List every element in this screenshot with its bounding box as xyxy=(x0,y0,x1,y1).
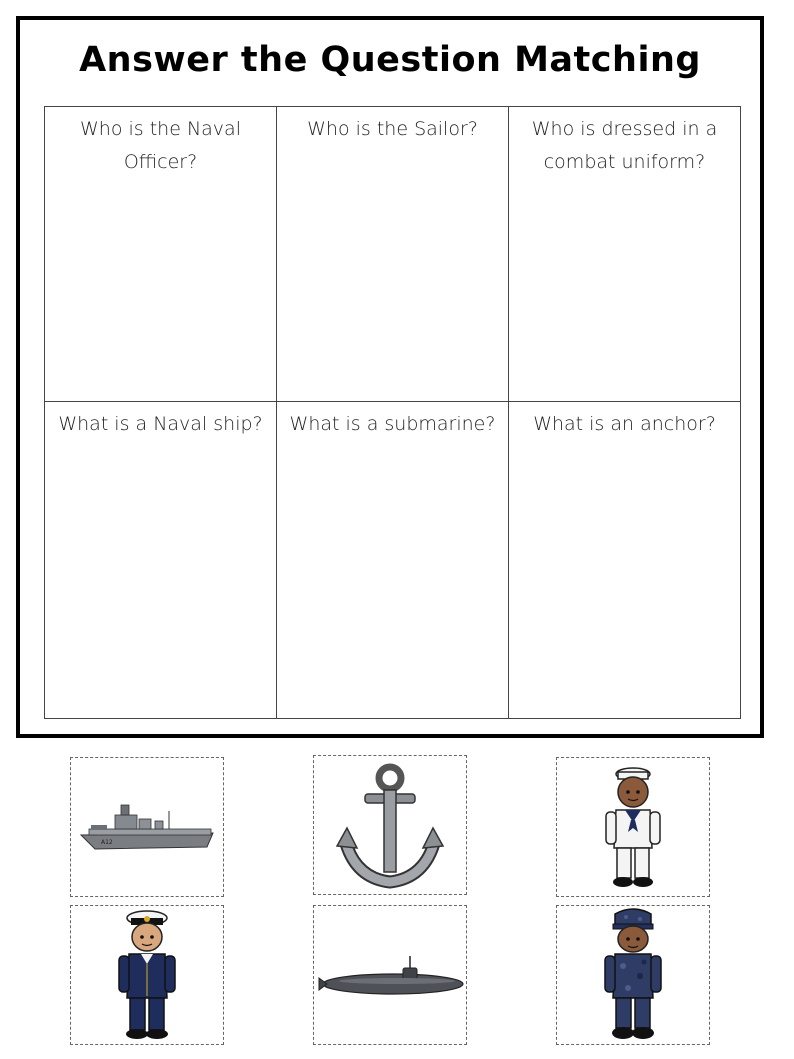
cutout-card-naval-officer xyxy=(70,905,224,1045)
question-cell-naval-ship: What is a Naval ship? xyxy=(45,402,277,718)
question-cell-sailor: Who is the Sailor? xyxy=(277,107,509,402)
cutout-card-naval-ship xyxy=(70,757,224,897)
question-grid xyxy=(44,106,741,719)
question-cell-submarine: What is a submarine? xyxy=(277,402,509,718)
question-cell-naval-officer: Who is the Naval Officer? xyxy=(45,107,277,402)
combat-uniform-picture xyxy=(598,906,668,1044)
cutout-card-combat-uniform xyxy=(556,905,710,1045)
cutout-card-submarine xyxy=(313,905,467,1045)
cutout-card-anchor xyxy=(313,755,467,895)
naval-ship-picture xyxy=(77,797,217,857)
question-cell-anchor: What is an anchor? xyxy=(533,413,716,435)
submarine-picture xyxy=(315,950,465,1000)
page-title: Answer the Question Matching xyxy=(79,40,701,80)
question-cell-combat-uniform: Who is dressed in a combat uniform? xyxy=(509,107,740,402)
anchor-picture xyxy=(335,760,445,890)
naval-officer-picture xyxy=(112,906,182,1044)
cutout-card-sailor xyxy=(556,757,710,897)
sailor-picture xyxy=(598,762,668,892)
worksheet-frame xyxy=(16,16,764,738)
hull-number-label: A12 xyxy=(101,839,113,846)
